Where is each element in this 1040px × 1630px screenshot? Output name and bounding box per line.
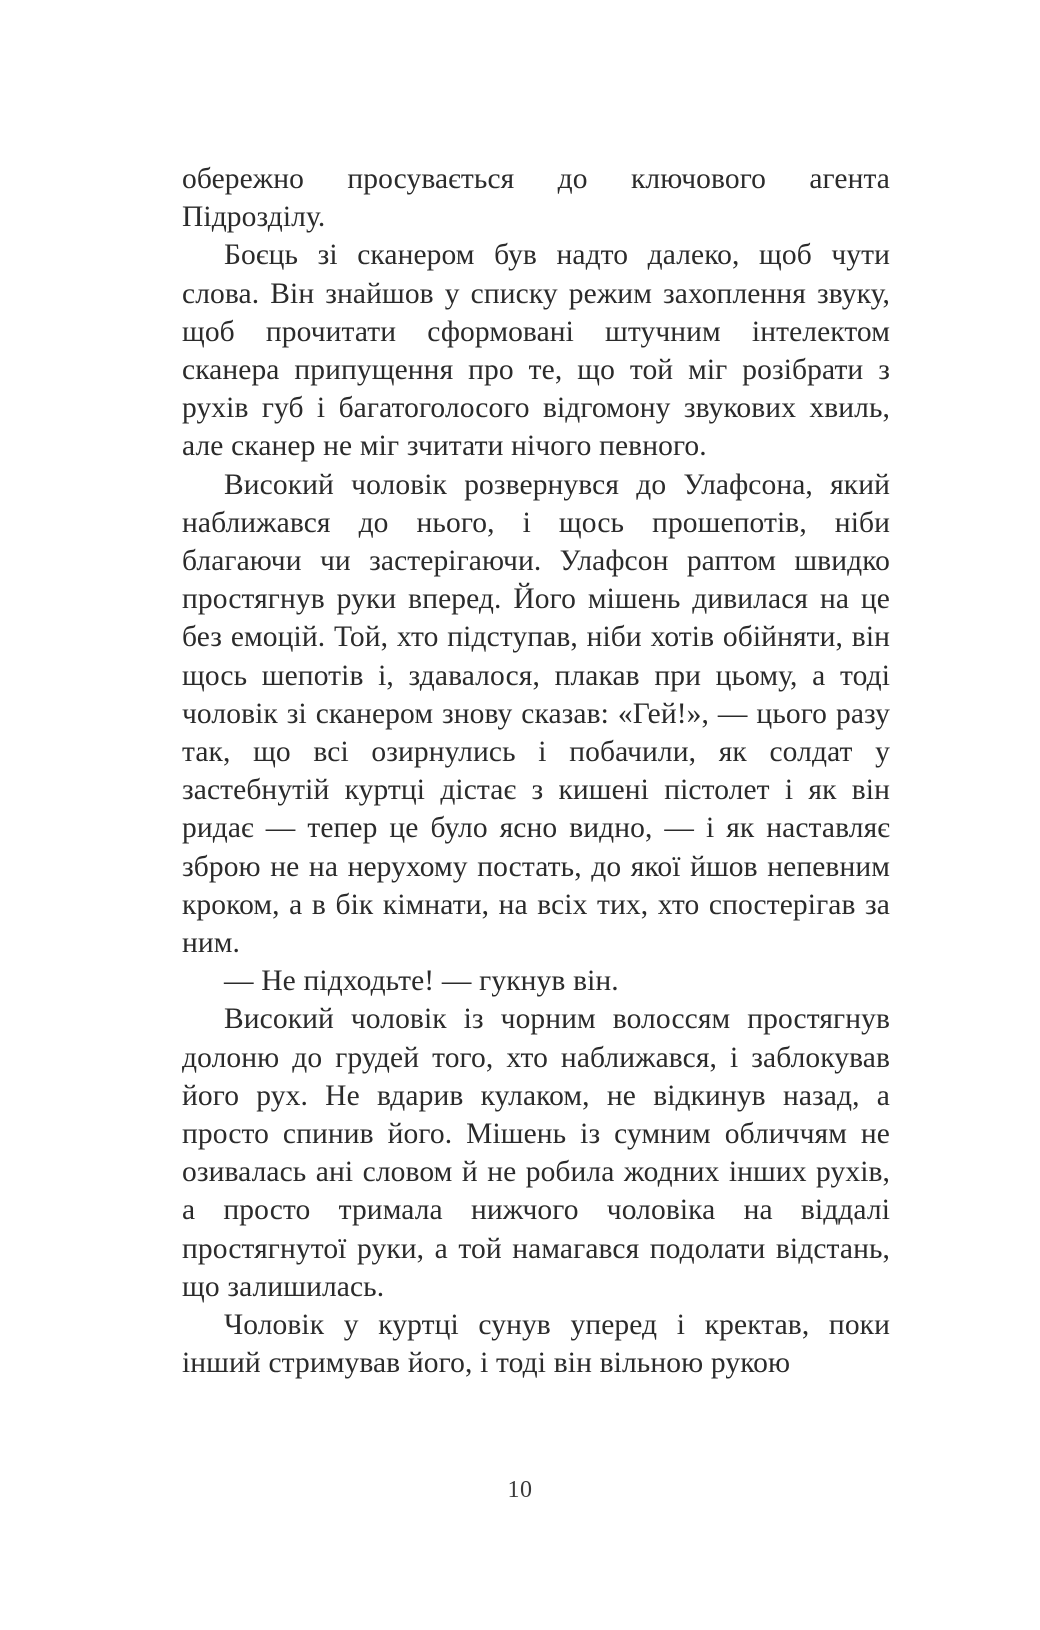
page-text-body [182, 160, 890, 1383]
paragraph: Високий чоловік із чорним волоссям простягнув долоню до грудей того, хто наближався, і заблокував його рух. Не вдарив кулаком, не відкинув назад, а просто спинив його. Мішень із сумним обличчям не озивалась ані словом й не робила жодних інших рухів, а просто тримала нижчого чоловіка на віддалі простягнутої руки, а той намагався подолати відстань, що залишилась. [182, 1003, 890, 1303]
paragraph: — Не підходьте! — гукнув він. [224, 965, 619, 998]
paragraph: Чоловік у куртці сунув уперед і кректав, поки інший стримував його, і тоді він вільною рукою [182, 1309, 890, 1380]
paragraph: обережно просувається до ключового агента Підрозділу. [182, 163, 890, 234]
page-number: 10 [507, 1477, 533, 1503]
paragraph: Боєць зі сканером був надто далеко, щоб чути слова. Він знайшов у списку режим захоплення звуку, щоб прочитати сформовані штучним інтелектом сканера припущення про те, що той міг розібрати з рухів губ і багатоголосого відгомону звукових хвиль, але сканер не міг зчитати нічого певного. [182, 239, 890, 463]
paragraph: Високий чоловік розвернувся до Улафсона, який наближався до нього, і щось прошепотів, ніби благаючи чи застерігаючи. Улафсон раптом швидко простягнув руки вперед. Його мішень дивилася на це без емоцій. Той, хто підступав, ніби хотів обійняти, він щось шепотів і, здавалося, плакав при цьому, а тоді чоловік зі сканером знову сказав: «Гей!», — цього разу так, що всі озирнулись і побачили, як солдат у застебнутій куртці дістає з кишені пістолет і як він ридає — тепер це було ясно видно, — і як наставляє зброю не на нерухому постать, до якої йшов непевним кроком, а в бік кімнати, на всіх тих, хто спостерігав за ним. [182, 468, 890, 960]
